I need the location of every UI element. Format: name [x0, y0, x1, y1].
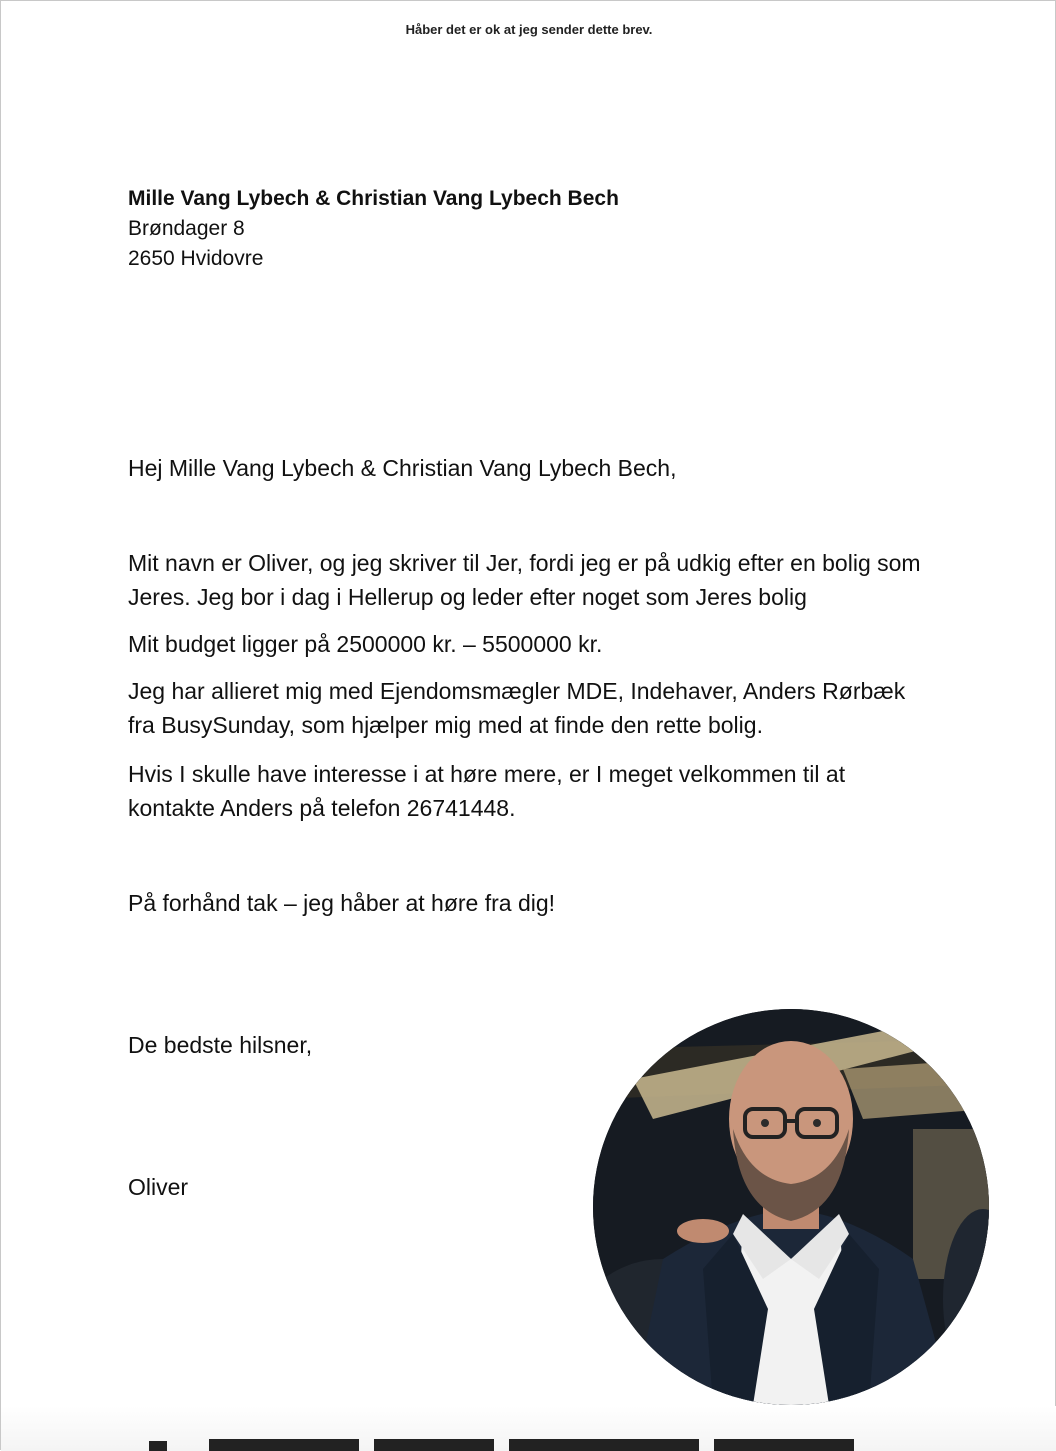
portrait-illustration	[593, 1009, 989, 1405]
header-note: Håber det er ok at jeg sender dette brev.	[405, 22, 653, 37]
cutoff-heading-fragment	[149, 1429, 869, 1451]
greeting: Hej Mille Vang Lybech & Christian Vang Lybech Bech,	[128, 455, 677, 481]
thanks-line: På forhånd tak – jeg håber at høre fra dig!	[128, 890, 556, 916]
portrait-photo	[593, 1009, 989, 1405]
recipient-street: Brøndager 8	[128, 217, 245, 240]
recipient-city: 2650 Hvidovre	[128, 247, 264, 270]
paragraph-agent: Jeg har allieret mig med Ejendomsmægler MDE, Indehaver, Anders Rørbæk fra BusySunday, som hjælper mig med at finde den rette bolig.	[128, 678, 906, 738]
closing-line: De bedste hilsner,	[128, 1032, 313, 1058]
next-section-cutoff	[149, 1429, 869, 1451]
paragraph-budget: Mit budget ligger på 2500000 kr. – 5500000 kr.	[128, 631, 603, 657]
recipient-address	[128, 184, 619, 274]
signature: Oliver	[128, 1174, 189, 1200]
paragraph-intro: Mit navn er Oliver, og jeg skriver til Jer, fordi jeg er på udkig efter en bolig som Jeres. Jeg bor i dag i Hellerup og leder efter noget som Jeres bolig	[128, 550, 921, 610]
recipient-name: Mille Vang Lybech & Christian Vang Lybech Bech	[128, 187, 619, 210]
paragraph-contact: Hvis I skulle have interesse i at høre mere, er I meget velkommen til at kontakte Anders på telefon 26741448.	[128, 761, 846, 821]
